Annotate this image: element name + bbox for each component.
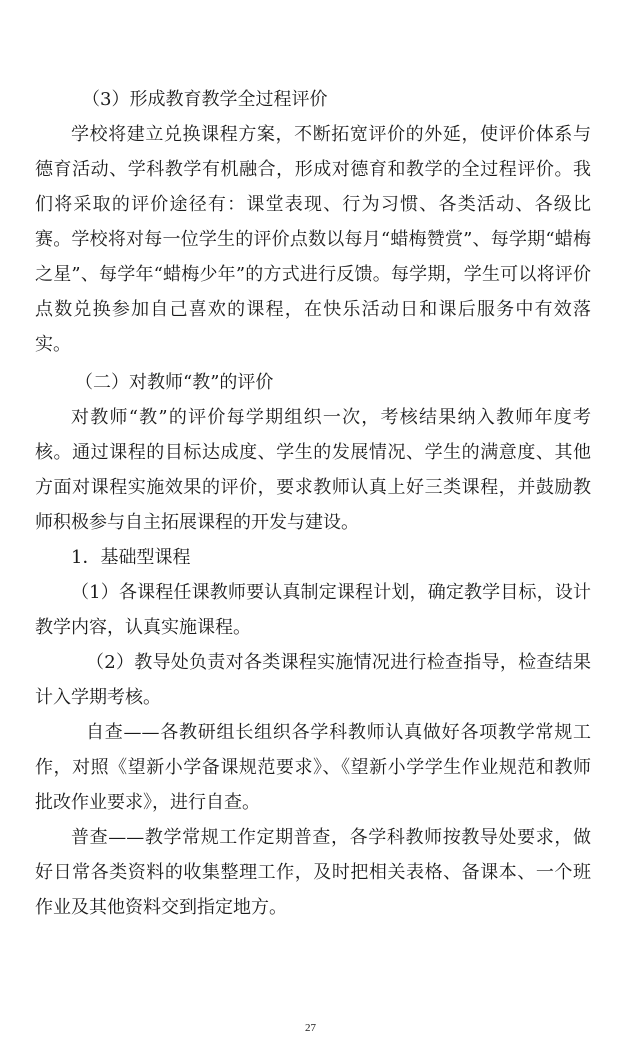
paragraph-exchange-course-plan: 学校将建立兑换课程方案，不断拓宽评价的外延，使评价体系与德育活动、学科教学有机融合，形成对德育和教学的全过程评价。我们将采取的评价途径有：课堂表现、行为习惯、各类活动、各级比赛。学校将对每一位学生的评价点数以每月“蜡梅赞赏”、每学期“蜡梅之星”、每学年“蜡梅少年”的方式进行反馈。每学期，学生可以将评价点数兑换参加自己喜欢的课程，在快乐活动日和课后服务中有效落实。 (35, 124, 591, 355)
paragraph-self-check: 自查——各教研组长组织各学科教师认真做好各项教学常规工作，对照《望新小学备课规范要求》、《望新小学学生作业规范和教师批改作业要求》，进行自查。 (35, 722, 591, 813)
document-body (35, 82, 591, 925)
paragraph-course-plan-item-1: （1）各课程任课教师要认真制定课程计划，确定教学目标，设计教学内容，认真实施课程。 (35, 582, 591, 638)
section-heading-teacher-evaluation: （二）对教师“教”的评价 (75, 372, 274, 393)
paragraph-course-check-item-2: （2）教导处负责对各类课程实施情况进行检查指导，检查结果计入学期考核。 (35, 652, 591, 708)
section-heading-formative-evaluation: （3）形成教育教学全过程评价 (82, 89, 328, 110)
paragraph-teacher-evaluation: 对教师“教”的评价每学期组织一次，考核结果纳入教师年度考核。通过课程的目标达成度、学生的发展情况、学生的满意度、其他方面对课程实施效果的评价，要求教师认真上好三类课程，并鼓励教师积极参与自主拓展课程的开发与建设。 (35, 407, 591, 533)
section-heading-basic-courses: 1．基础型课程 (71, 547, 191, 568)
paragraph-general-check: 普查——教学常规工作定期普查，各学科教师按教导处要求，做好日常各类资料的收集整理工作，及时把相关表格、备课本、一个班作业及其他资料交到指定地方。 (35, 827, 591, 918)
page-number: 27 (305, 1022, 316, 1034)
